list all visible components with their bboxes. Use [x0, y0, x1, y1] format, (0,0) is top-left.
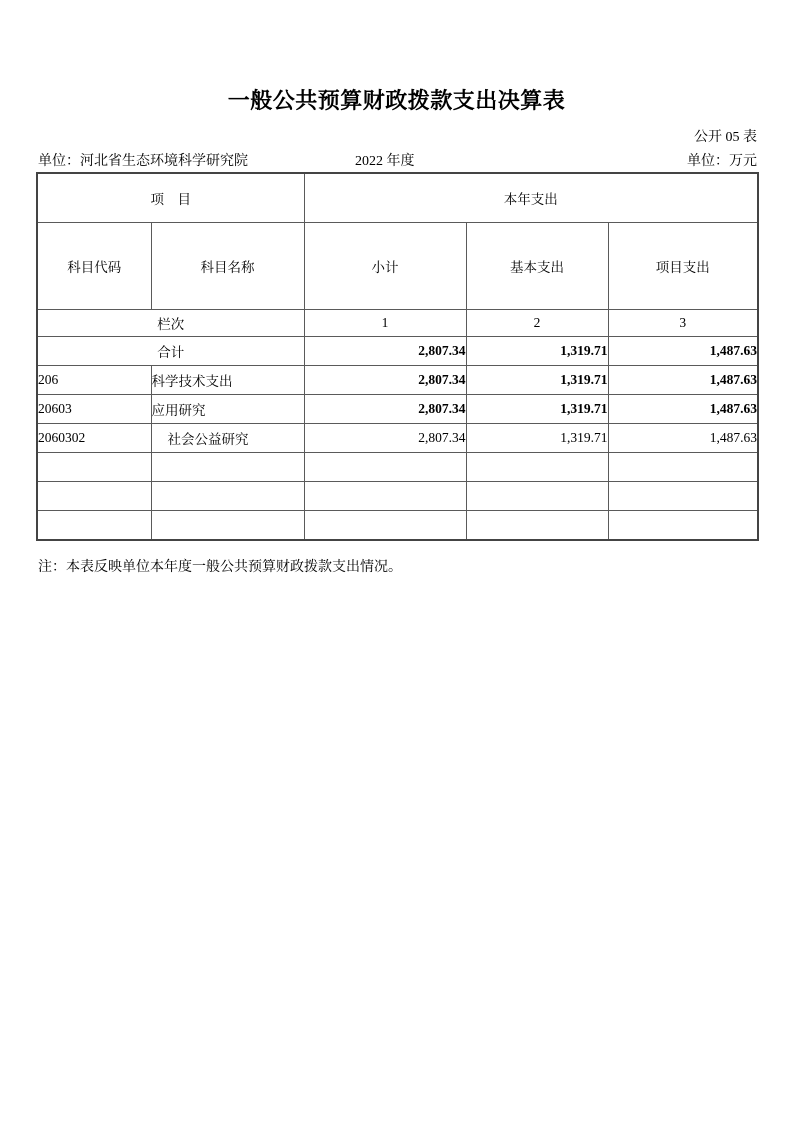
header-current-year-expenditure: 本年支出: [304, 173, 758, 223]
cell-project: 1,487.63: [608, 337, 758, 366]
cell-name: 科学技术支出: [151, 366, 304, 395]
cell-name: [151, 482, 304, 511]
cell-project: 1,487.63: [608, 424, 758, 453]
cell-subtotal: [304, 453, 466, 482]
cell-basic: [466, 511, 608, 541]
fiscal-year-label: 2022 年度: [355, 154, 415, 169]
column-index-label: 栏次: [37, 310, 304, 337]
budget-expenditure-table: [36, 172, 759, 541]
header-basic-expenditure: 基本支出: [466, 223, 608, 310]
header-project-expenditure: 项目支出: [608, 223, 758, 310]
header-subject-name: 科目名称: [151, 223, 304, 310]
cell-subtotal: [304, 482, 466, 511]
cell-basic: 1,319.71: [466, 337, 608, 366]
cell-basic: 1,319.71: [466, 395, 608, 424]
cell-project: 1,487.63: [608, 366, 758, 395]
cell-code: 2060302: [37, 424, 151, 453]
table-row: [37, 366, 758, 395]
cell-subtotal: 2,807.34: [304, 366, 466, 395]
table-row: [37, 395, 758, 424]
table-header-row-group: [37, 173, 758, 223]
cell-basic: 1,319.71: [466, 366, 608, 395]
cell-name: [151, 511, 304, 541]
cell-basic: 1,319.71: [466, 424, 608, 453]
table-row: [37, 424, 758, 453]
cell-subtotal: 2,807.34: [304, 337, 466, 366]
cell-code: 20603: [37, 395, 151, 424]
org-unit-label: 单位：河北省生态环境科学研究院: [38, 154, 248, 169]
cell-project: 1,487.63: [608, 395, 758, 424]
cell-project: [608, 511, 758, 541]
cell-subtotal: 2,807.34: [304, 395, 466, 424]
table-row-empty: [37, 482, 758, 511]
cell-project: [608, 482, 758, 511]
cell-subtotal: [304, 511, 466, 541]
cell-name: 应用研究: [151, 395, 304, 424]
header-project: 项 目: [37, 173, 304, 223]
page-title: 一般公共预算财政拨款支出决算表: [227, 88, 566, 113]
table-row-empty: [37, 453, 758, 482]
cell-basic: [466, 453, 608, 482]
form-code-label: 公开 05 表: [694, 130, 757, 145]
cell-code: [37, 511, 151, 541]
cell-project: [608, 453, 758, 482]
cell-code: [37, 453, 151, 482]
column-index-1: 1: [304, 310, 466, 337]
cell-name-total: 合计: [37, 337, 304, 366]
header-subject-code: 科目代码: [37, 223, 151, 310]
header-subtotal: 小计: [304, 223, 466, 310]
cell-name: [151, 453, 304, 482]
cell-code: [37, 482, 151, 511]
table-header-row-columns: [37, 223, 758, 310]
table-row-empty: [37, 511, 758, 541]
cell-name: 社会公益研究: [151, 424, 304, 453]
cell-code: 206: [37, 366, 151, 395]
column-index-2: 2: [466, 310, 608, 337]
cell-subtotal: 2,807.34: [304, 424, 466, 453]
table-row-total: [37, 337, 758, 366]
cell-basic: [466, 482, 608, 511]
table-note: 注：本表反映单位本年度一般公共预算财政拨款支出情况。: [38, 560, 402, 575]
currency-unit-label: 单位：万元: [687, 154, 757, 169]
column-index-3: 3: [608, 310, 758, 337]
table-column-index-row: [37, 310, 758, 337]
